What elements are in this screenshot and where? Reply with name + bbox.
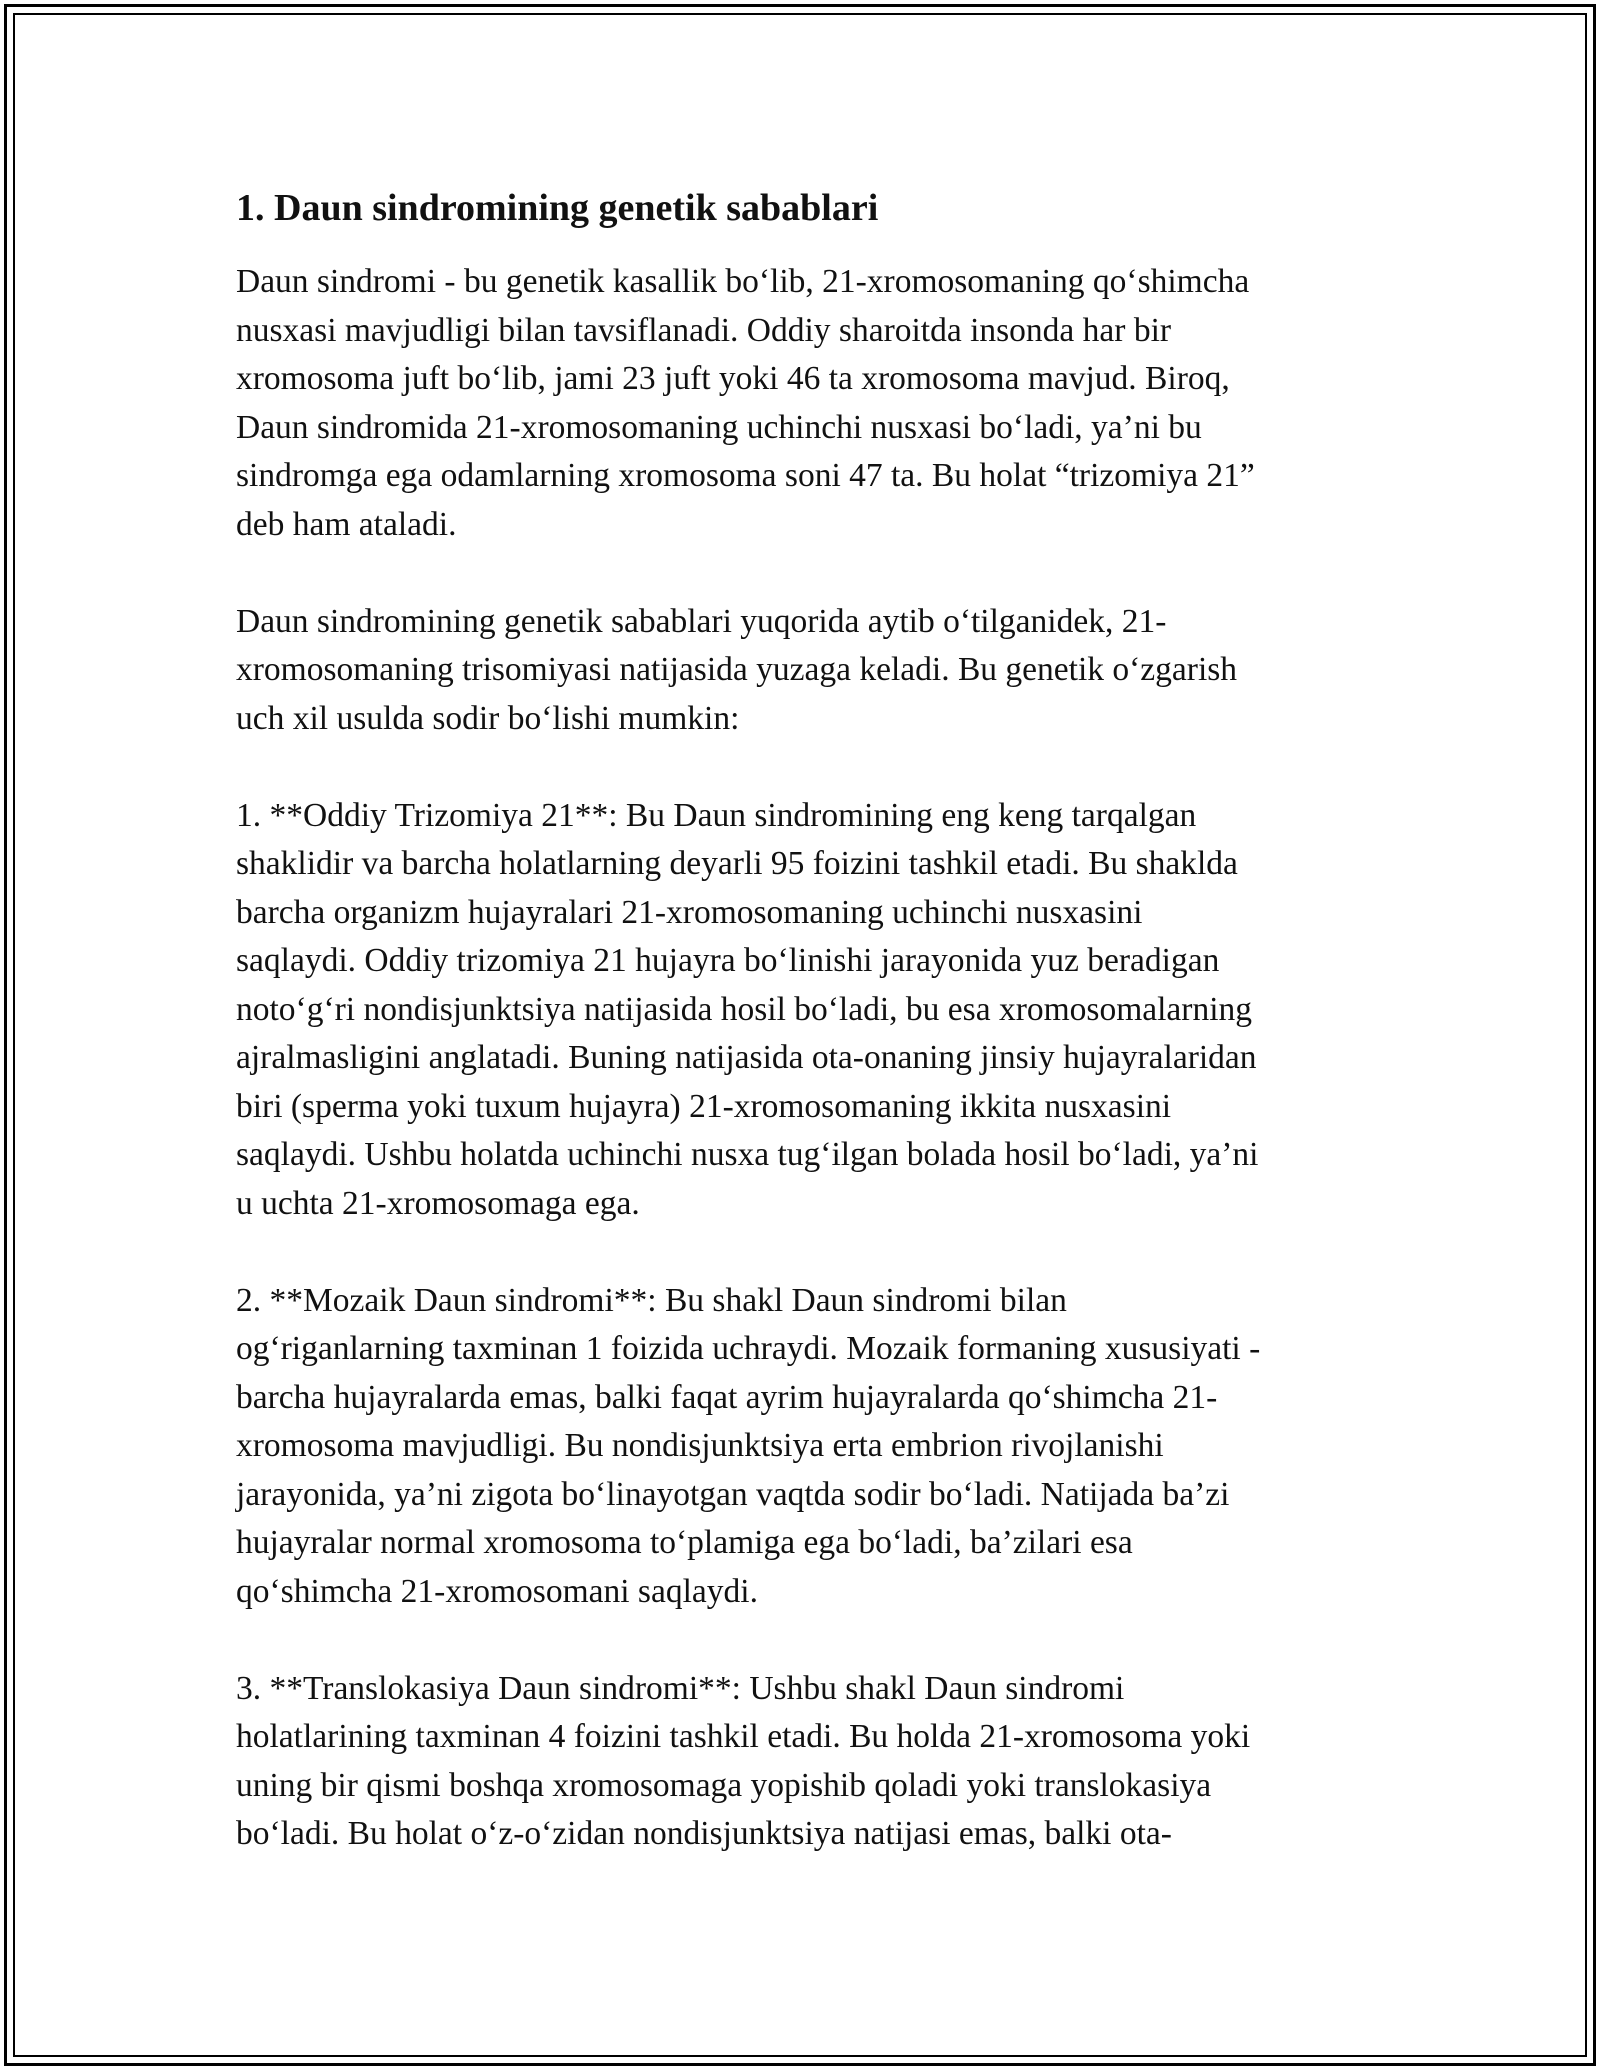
text-line: xromosomaning trisomiyasi natijasida yuzaga keladi. Bu genetik o‘zgarish [236, 651, 1238, 688]
text-line: xromosoma juft bo‘lib, jami 23 juft yoki 46 ta xromosoma mavjud. Biroq, [236, 360, 1230, 397]
text-line: og‘riganlarning taxminan 1 foizida uchraydi. Mozaik formaning xususiyati - [236, 1330, 1261, 1367]
text-line: saqlaydi. Oddiy trizomiya 21 hujayra bo‘linishi jarayonida yuz beradigan [236, 942, 1220, 979]
text-line: deb ham ataladi. [236, 505, 457, 543]
text-line: barcha hujayralarda emas, balki faqat ayrim hujayralarda qo‘shimcha 21- [236, 1378, 1218, 1416]
text-line: 2. **Mozaik Daun sindromi**: Bu shakl Daun sindromi bilan [236, 1281, 1067, 1319]
paragraph-causes [236, 598, 1376, 744]
text-line: qo‘shimcha 21-xromosomani saqlaydi. [236, 1572, 758, 1610]
text-line: 3. **Translokasiya Daun sindromi**: Ushbu shakl Daun sindromi [236, 1669, 1125, 1707]
text-line: 1. **Oddiy Trizomiya 21**: Bu Daun sindromining eng keng tarqalgan [236, 796, 1197, 834]
text-line: ajralmasligini anglatadi. Buning natijasida ota-onaning jinsiy hujayralaridan [236, 1039, 1257, 1076]
text-line: Daun sindromi - bu genetik kasallik bo‘lib, 21-xromosomaning qo‘shimcha [236, 263, 1250, 300]
text-line: sindromga ega odamlarning xromosoma soni 47 ta. Bu holat “trizomiya 21” [236, 457, 1255, 494]
text-line: bo‘ladi. Bu holat o‘z-o‘zidan nondisjunktsiya natijasi emas, balki ota- [236, 1815, 1172, 1852]
text-line: u uchta 21-xromosomaga ega. [236, 1184, 640, 1222]
text-line: Daun sindromining genetik sabablari yuqorida aytib o‘tilganidek, 21- [236, 602, 1167, 640]
paragraph-intro [236, 258, 1376, 549]
text-line: nusxasi mavjudligi bilan tavsiflanadi. Oddiy sharoitda insonda har bir [236, 311, 1172, 349]
text-line: holatlarining taxminan 4 foizini tashkil etadi. Bu holda 21-xromosoma yoki [236, 1718, 1251, 1755]
paragraph-item-2 [236, 1277, 1376, 1617]
text-line: uch xil usulda sodir bo‘lishi mumkin: [236, 699, 740, 737]
paragraph-item-1 [236, 792, 1376, 1229]
text-line: jarayonida, ya’ni zigota bo‘linayotgan vaqtda sodir bo‘ladi. Natijada ba’zi [236, 1475, 1230, 1513]
text-line: xromosoma mavjudligi. Bu nondisjunktsiya erta embrion rivojlanishi [236, 1427, 1164, 1464]
text-line: uning bir qismi boshqa xromosomaga yopishib qoladi yoki translokasiya [236, 1766, 1212, 1804]
text-line: biri (sperma yoki tuxum hujayra) 21-xromosomaning ikkita nusxasini [236, 1087, 1172, 1125]
paragraph-item-3 [236, 1665, 1376, 1859]
text-line: barcha organizm hujayralari 21-xromosomaning uchinchi nusxasini [236, 893, 1143, 931]
section-heading: 1. Daun sindromining genetik sabablari [236, 187, 879, 229]
text-line: hujayralar normal xromosoma to‘plamiga ega bo‘ladi, ba’zilari esa [236, 1524, 1133, 1561]
text-line: noto‘g‘ri nondisjunktsiya natijasida hosil bo‘ladi, bu esa xromosomalarning [236, 990, 1253, 1028]
text-line: saqlaydi. Ushbu holatda uchinchi nusxa tug‘ilgan bolada hosil bo‘ladi, ya’ni [236, 1136, 1259, 1173]
text-line: shaklidir va barcha holatlarning deyarli 95 foizini tashkil etadi. Bu shaklda [236, 845, 1238, 882]
document-body [236, 184, 1376, 1859]
text-line: Daun sindromida 21-xromosomaning uchinchi nusxasi bo‘ladi, ya’ni bu [236, 408, 1202, 446]
